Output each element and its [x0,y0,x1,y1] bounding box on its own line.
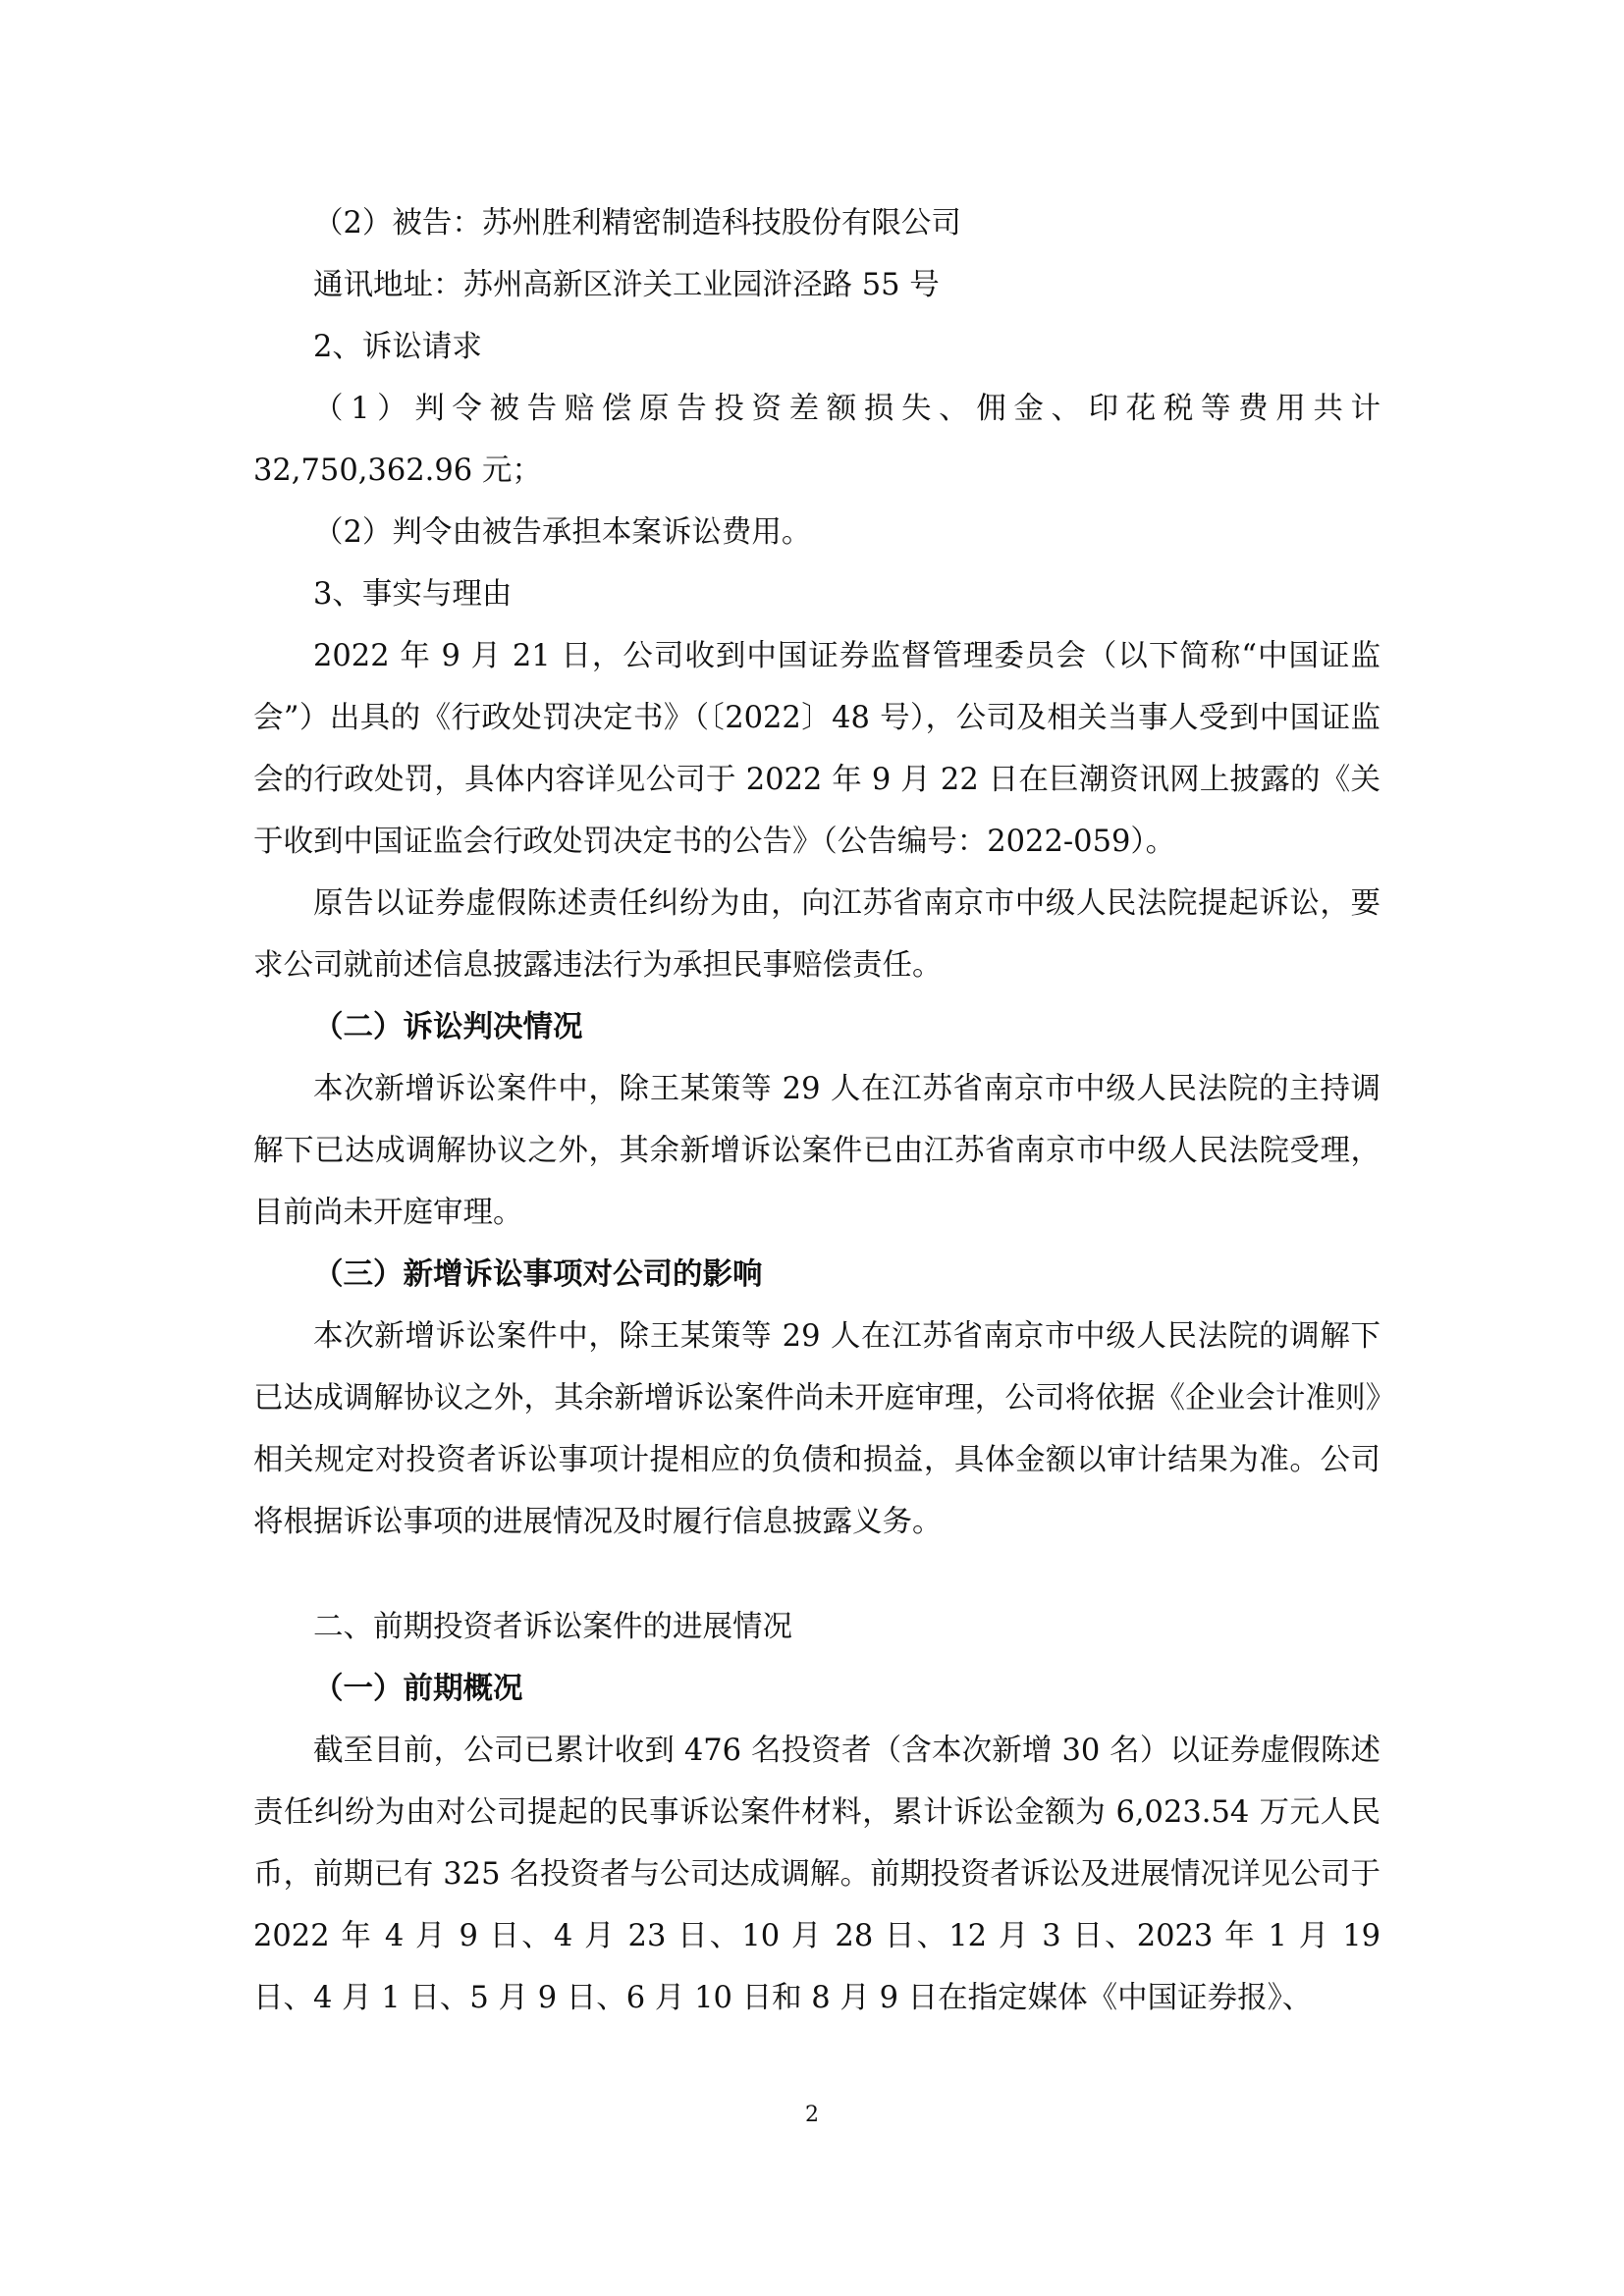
subheading-overview: （一）前期概况 [313,1671,523,1706]
claim-item-2: （2）判令由被告承担本案诉讼费用。 [313,515,812,550]
plaintiff-paragraph: 原告以证券虚假陈述责任纠纷为由，向江苏省南京市中级人民法院提起诉讼，要求公司就前述信息披露违法行为承担民事赔偿责任。 [253,886,1380,983]
subheading-impact: （三）新增诉讼事项对公司的影响 [313,1256,763,1292]
section-heading-progress: 二、前期投资者诉讼案件的进展情况 [313,1610,792,1644]
subheading-judgment: （二）诉讼判决情况 [313,1009,583,1044]
overview-paragraph: 截至目前，公司已累计收到 476 名投资者（含本次新增 30 名）以证券虚假陈述责任纠纷为由对公司提起的民事诉讼案件材料，累计诉讼金额为 6,023.54 万元人民币，前期已有 325 名投资者与公司达成调解。前期投资者诉讼及进展情况详见公司于 2022 年 4 月 9 日、4 月 23 日、10 月 28 日、12 月 3 日、2023 年 1 月 19 日、4 月 1 日、5 月 9 日、6 月 10 日和 8 月 9 日在指定媒体《中国证券报》、 [253,1734,1380,2015]
page-number: 2 [805,2103,819,2127]
section-heading-facts: 3、事实与理由 [313,577,513,612]
document-body [253,192,1380,2029]
judgment-paragraph: 本次新增诉讼案件中，除王某策等 29 人在江苏省南京市中级人民法院的主持调解下已达成调解协议之外，其余新增诉讼案件已由江苏省南京市中级人民法院受理，目前尚未开庭审理。 [253,1072,1380,1230]
defendant-line: （2）被告：苏州胜利精密制造科技股份有限公司 [313,206,961,240]
section-spacer [253,1553,1380,1596]
impact-paragraph: 本次新增诉讼案件中，除王某策等 29 人在江苏省南京市中级人民法院的调解下已达成调解协议之外，其余新增诉讼案件尚未开庭审理，公司将依据《企业会计准则》相关规定对投资者诉讼事项计提相应的负债和损益，具体金额以审计结果为准。公司将根据诉讼事项的进展情况及时履行信息披露义务。 [253,1319,1380,1539]
section-heading-claims: 2、诉讼请求 [313,330,482,364]
claim-item-1: （1）判令被告赔偿原告投资差额损失、佣金、印花税等费用共计 32,750,362.96 元； [253,392,1380,488]
facts-paragraph: 2022 年 9 月 21 日，公司收到中国证券监督管理委员会（以下简称“中国证监会”）出具的《行政处罚决定书》（〔2022〕48 号），公司及相关当事人受到中国证监会的行政处罚，具体内容详见公司于 2022 年 9 月 22 日在巨潮资讯网上披露的《关于收到中国证监会行政处罚决定书的公告》（公告编号：2022-059）。 [253,639,1380,859]
address-line: 通讯地址：苏州高新区浒关工业园浒泾路 55 号 [313,268,940,302]
